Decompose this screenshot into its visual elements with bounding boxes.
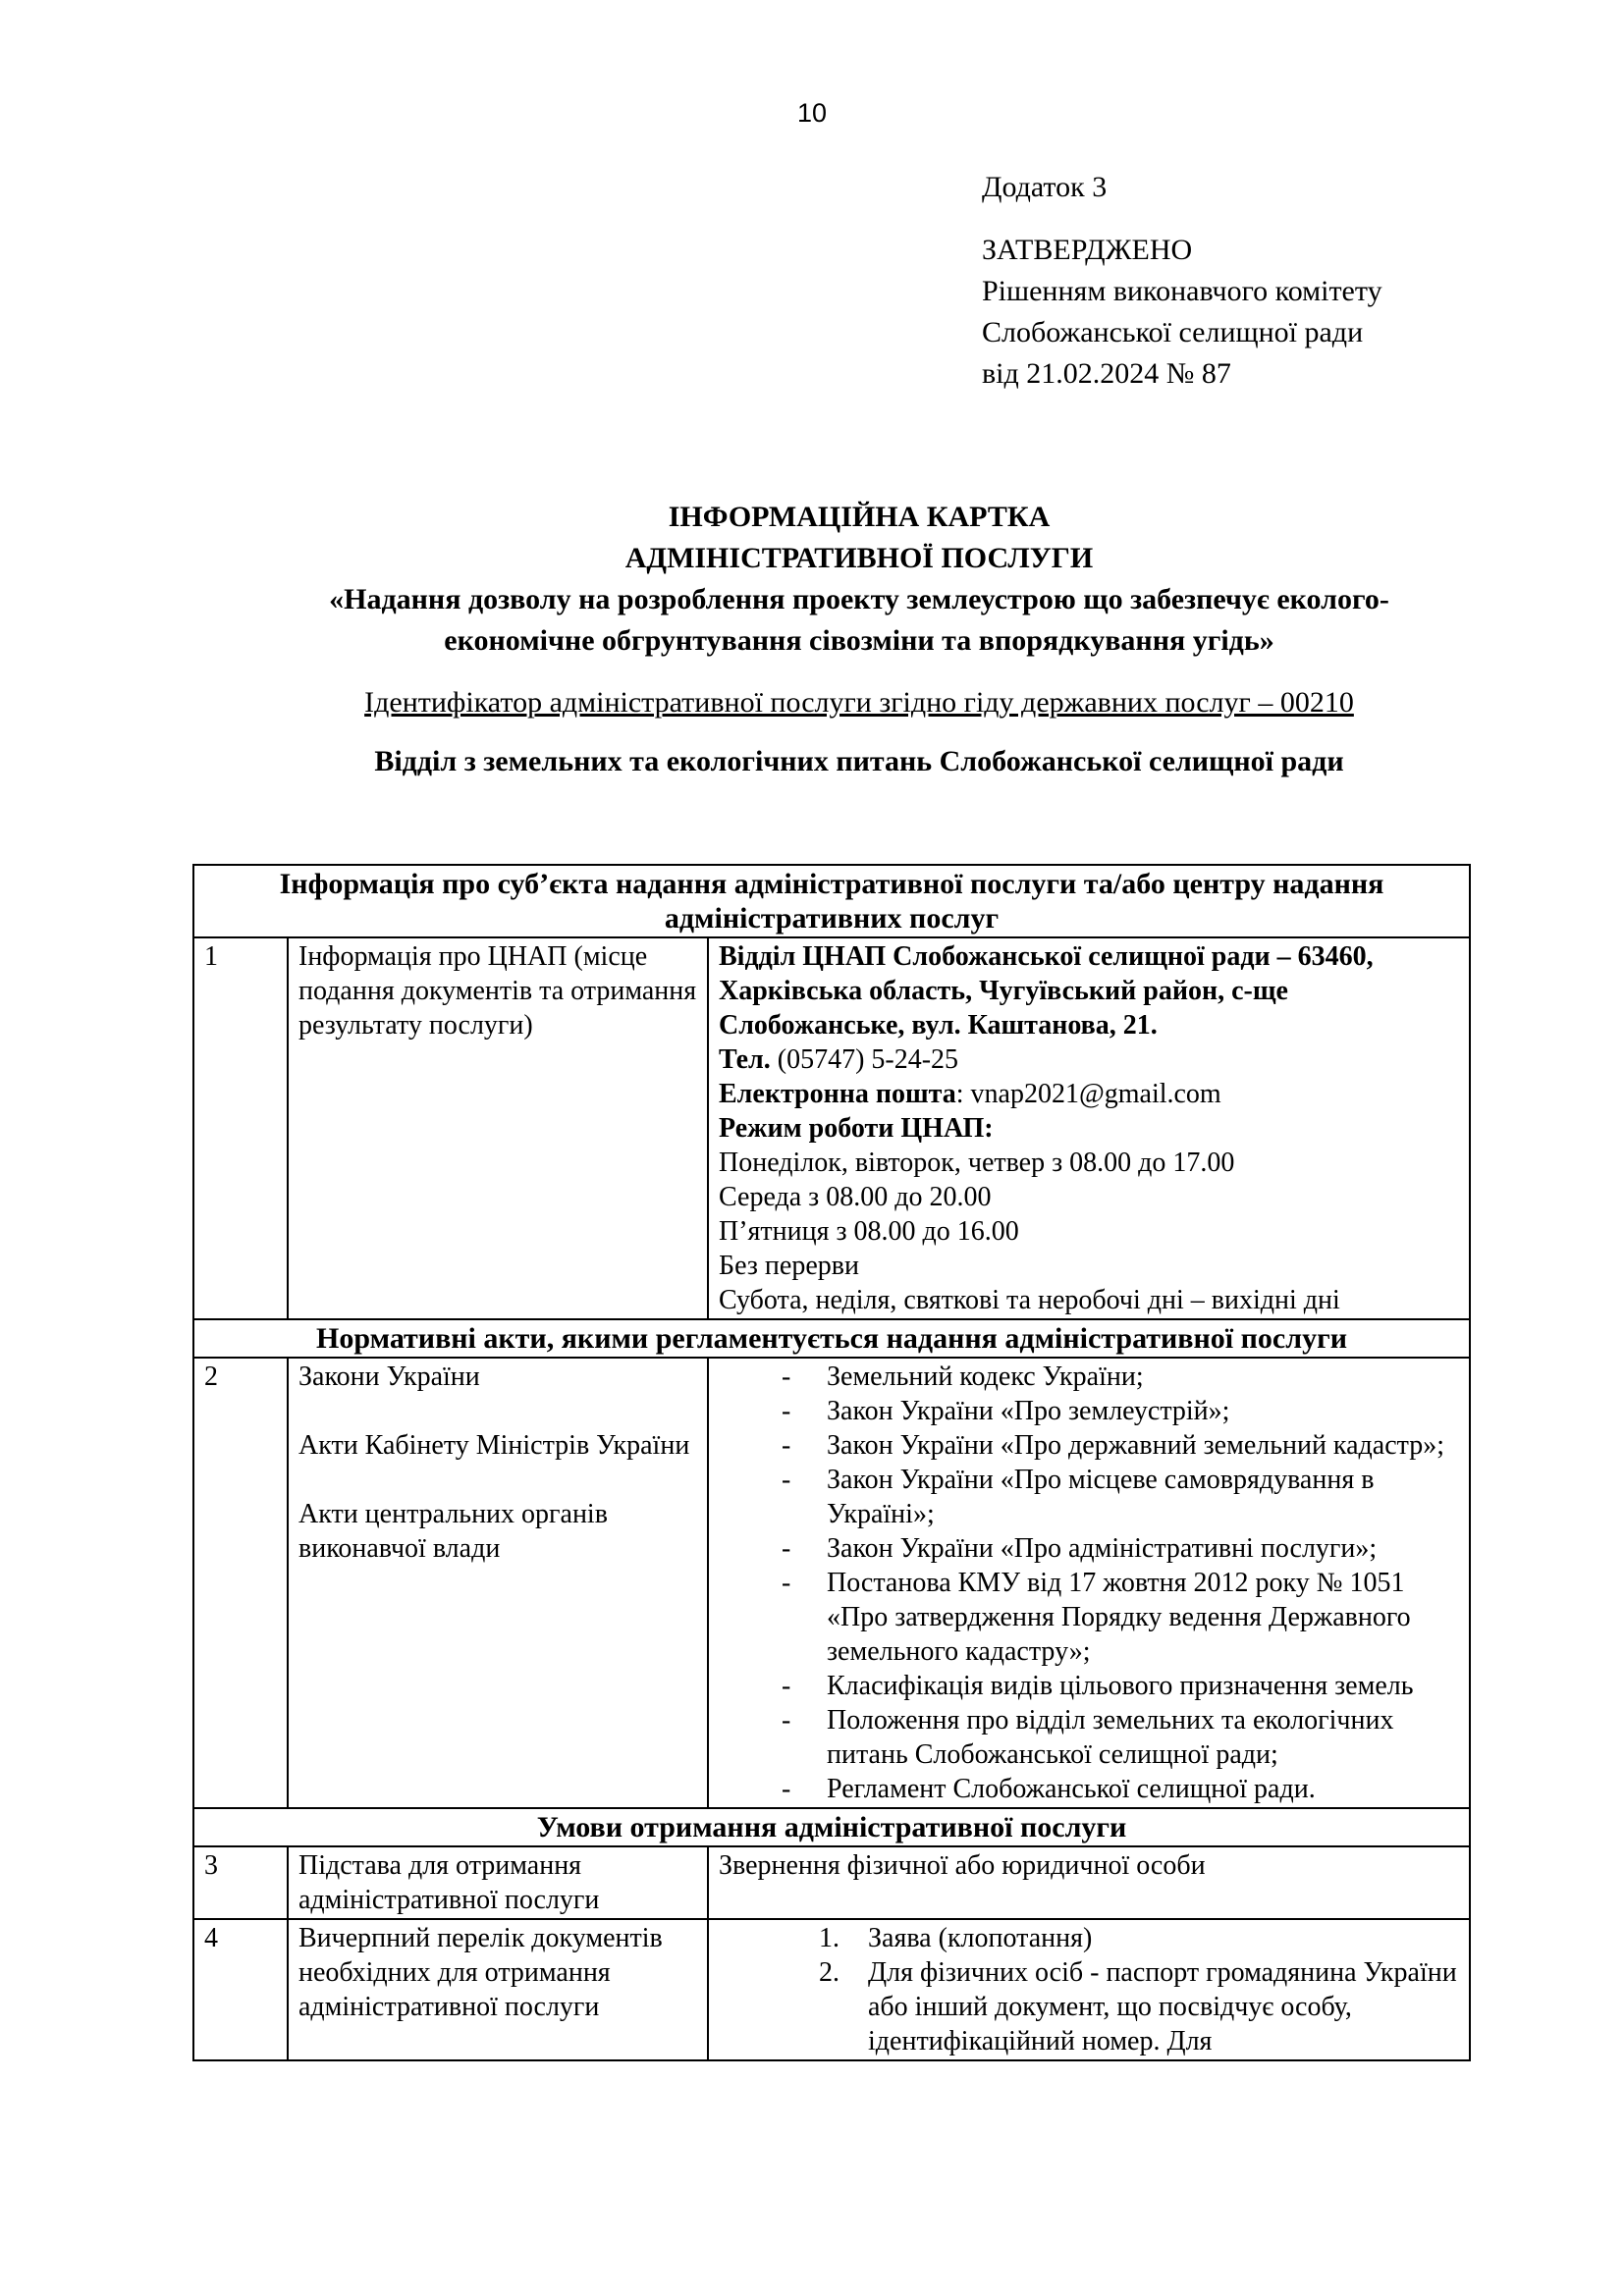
table-row — [193, 1846, 1470, 1919]
label-central-acts: Акти центральних органів виконавчої влади — [298, 1499, 608, 1564]
hours-line: Субота, неділя, святкові та неробочі дні – вихідні дні — [719, 1285, 1340, 1315]
row-number: 3 — [193, 1846, 288, 1919]
list-item: - Закон України «Про місцеве самоврядування в Україні»; — [827, 1463, 1459, 1531]
section-header-row — [193, 1808, 1470, 1846]
list-item: - Закон України «Про адміністративні послуги»; — [827, 1531, 1459, 1566]
row-number: 4 — [193, 1919, 288, 2060]
row-label: Вичерпний перелік документів необхідних для отримання адміністративної послуги — [288, 1919, 708, 2060]
docs-cell — [708, 1919, 1470, 2060]
list-item: - Земельний кодекс України; — [827, 1360, 1459, 1394]
list-item: - Класифікація видів цільового призначення земель — [827, 1669, 1459, 1703]
section-header-row — [193, 1319, 1470, 1358]
list-item: - Закон України «Про державний земельний кадастр»; — [827, 1428, 1459, 1463]
label-laws: Закони України — [298, 1362, 480, 1392]
title-line-3: «Надання дозволу на розроблення проекту землеустрою що забезпечує еколого- — [329, 583, 1389, 615]
list-item — [819, 1921, 1459, 1955]
item-number: 2. — [819, 1957, 839, 1988]
cnap-phone — [719, 1042, 1459, 1077]
label-cabinet-acts: Акти Кабінету Міністрів України — [298, 1430, 690, 1461]
email-label: Електронна пошта — [719, 1079, 956, 1109]
documents-list — [719, 1921, 1459, 2058]
list-item: - Положення про відділ земельних та екологічних питань Слобожанської селищної ради; — [827, 1703, 1459, 1772]
title-line-4: економічне обгрунтування сівозміни та впорядкування угідь» — [444, 624, 1274, 657]
list-item: - Закон України «Про землеустрій»; — [827, 1394, 1459, 1428]
table-row — [193, 1919, 1470, 2060]
hours-line: Без перерви — [719, 1251, 859, 1281]
title-line-1: ІНФОРМАЦІЙНА КАРТКА — [668, 501, 1051, 533]
list-item: - Регламент Слобожанської селищної ради. — [827, 1772, 1459, 1806]
acts-list — [719, 1360, 1459, 1806]
document-title — [226, 497, 1492, 662]
table-row — [193, 937, 1470, 1319]
cnap-info-cell — [708, 937, 1470, 1319]
page-number: 10 — [796, 98, 828, 128]
row-label: Інформація про ЦНАП (місце подання документів та отримання результату послуги) — [288, 937, 708, 1319]
approval-block — [982, 167, 1382, 395]
addendum-label: Додаток 3 — [982, 171, 1108, 203]
title-line-2: АДМІНІСТРАТИВНОЇ ПОСЛУГИ — [624, 542, 1094, 574]
phone-label: Тел. — [719, 1044, 771, 1075]
list-item: - Постанова КМУ від 17 жовтня 2012 року № 1051 «Про затвердження Порядку ведення Державного земельного кадастру»; — [827, 1566, 1459, 1669]
item-text: Для фізичних осіб - паспорт громадянина України або інший документ, що посвідчує особу, ідентифікаційний номер. Для — [868, 1957, 1457, 2056]
hours-line: Понеділок, вівторок, четвер з 08.00 до 17.00 — [719, 1148, 1235, 1178]
service-identifier: Ідентифікатор адміністративної послуги згідно гіду державних послуг – 00210 — [364, 686, 1354, 719]
email-value: : vnap2021@gmail.com — [955, 1079, 1221, 1109]
hours-line: Середа з 08.00 до 20.00 — [719, 1182, 992, 1212]
approval-line-1: Рішенням виконавчого комітету — [982, 275, 1382, 307]
info-card-table — [192, 864, 1471, 2061]
row-value: Звернення фізичної або юридичної особи — [708, 1846, 1470, 1919]
section-header-row — [193, 865, 1470, 937]
approval-line-3: від 21.02.2024 № 87 — [982, 357, 1231, 390]
row-number: 2 — [193, 1358, 288, 1808]
section-regulations: Нормативні акти, якими регламентується надання адміністративної послуги — [193, 1319, 1470, 1358]
item-number: 1. — [819, 1923, 839, 1953]
hours-label: Режим роботи ЦНАП: — [719, 1113, 994, 1144]
section-provider-info: Інформація про суб’єкта надання адміністративної послуги та/або центру надання адміністративних послуг — [193, 865, 1470, 937]
item-text: Заява (клопотання) — [868, 1923, 1093, 1953]
approval-line-2: Слобожанської селищної ради — [982, 316, 1364, 348]
list-item — [819, 1955, 1459, 2058]
section-conditions: Умови отримання адміністративної послуги — [193, 1808, 1470, 1846]
cnap-email — [719, 1077, 1459, 1111]
table-row — [193, 1358, 1470, 1808]
approved-label: ЗАТВЕРДЖЕНО — [982, 234, 1193, 266]
hours-line: П’ятниця з 08.00 до 16.00 — [719, 1216, 1019, 1247]
acts-cell — [708, 1358, 1470, 1808]
department-name: Відділ з земельних та екологічних питань Слобожанської селищної ради — [374, 745, 1344, 777]
row-number: 1 — [193, 937, 288, 1319]
row-label: Підстава для отримання адміністративної послуги — [288, 1846, 708, 1919]
row-label — [288, 1358, 708, 1808]
phone-value: (05747) 5-24-25 — [770, 1044, 959, 1075]
cnap-address: Відділ ЦНАП Слобожанської селищної ради – 63460, Харківська область, Чугуївський район, с-ще Слобожанське, вул. Каштанова, 21. — [719, 941, 1374, 1041]
